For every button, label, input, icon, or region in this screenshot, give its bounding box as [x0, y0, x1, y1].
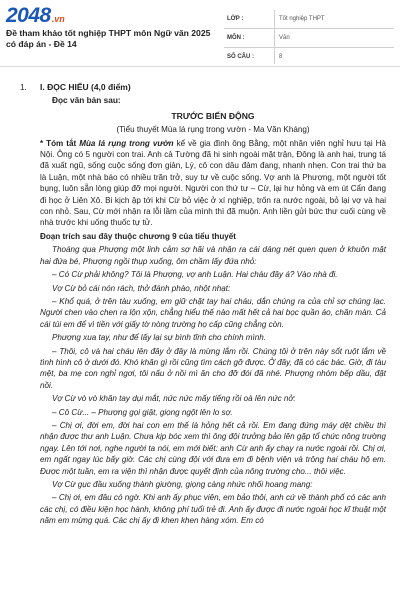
summary-label: * Tóm tắt — [40, 138, 77, 148]
info-value: 8 — [279, 54, 283, 60]
info-row-subject — [224, 29, 394, 48]
excerpt-heading: Đoạn trích sau đây thuộc chương 9 của tiểu thuyết — [40, 231, 237, 241]
info-value: Tốt nghiệp THPT — [279, 16, 325, 22]
info-label: MÔN : — [227, 35, 245, 41]
info-label: SỐ CÂU : — [227, 54, 254, 60]
info-value: Văn — [279, 35, 290, 41]
header — [0, 0, 400, 66]
info-row-class — [224, 10, 394, 29]
excerpt-paragraph: Vợ Cừ gục đầu xuống thành giường, giọng càng nhức nhối hoang mang: — [52, 480, 313, 489]
summary-work-title: Mùa lá rụng trong vườn — [79, 138, 174, 148]
excerpt-paragraph: Vợ Cừ bỏ cái nón rách, thở đánh phào, nhột nhạt: — [52, 283, 231, 293]
document-title: Đề tham khảo tốt nghiệp THPT môn Ngữ văn 2025 có đáp án - Đề 14 — [6, 28, 211, 49]
site-logo[interactable] — [6, 4, 65, 26]
excerpt-paragraph: – Thôi, cô và hai cháu lên đây ở đây là mừng lắm rồi. Chúng tôi ở trên này sốt ruột lắm về tình hình cô ở dưới đó. Khó khăn gì rồi cũng tìm cách gỡ được. Ở đây, đã có các bác. Giờ, đi tàu mệt, ba mẹ con nghỉ ngơi, tôi nấu ở nồi mì ăn cho đỡ đói đã nhé. Phượng nhóm bếp dầu, đặt nồi. — [40, 346, 386, 390]
excerpt-paragraph: Vợ Cừ vò vò khăn tay dụi mắt, nức nức mấy tiếng rồi oà lên nức nở: — [52, 394, 296, 404]
info-row-question-count — [224, 48, 394, 67]
read-prompt: Đọc văn bản sau: — [52, 95, 121, 106]
question-content — [40, 78, 386, 529]
excerpt-paragraph: – Khổ quá, ở trên tàu xuống, em giữ chặt tay hai cháu, dắn chúng ra của chỉ sợ chúng lạc. Người chen vào chen ra lộn xộn, chẳng hiểu thế nào mất hết cả hai bọc quần áo, chăn màn. Cả cái túi em để vì tiền với giấy tờ nòng trường họ cấp cũng chẳng còn. — [40, 296, 386, 329]
summary-paragraph — [40, 138, 386, 229]
excerpt-paragraph: – Có Cừ phải không? Tôi là Phượng, vợ anh Luận. Hai cháu đây á? Vào nhà đi. — [52, 270, 338, 280]
summary-text: kể về gia đình ông Bằng, một nhân viên nghỉ hưu tại Hà Nội. Ông có 5 người con trai. Anh cả Tường đã hi sinh ngoài mặt trận, Đông là anh hai, trung tá đã xuất ngũ, sống cuộc sống đơn giản, Lý, cô con dâu đảm đang, nhanh nhẹn. Con trai thứ ba là Luận, một nhà báo có nhiều trăn trở, suy tư về cuộc sống. Vợ anh là Phượng, một người tốt bụng, luôn sẵn lòng giúp đỡ mọi người. Người con thứ tư – Cừ, lại hư hỏng và em út Cẩn đang đi học ở Liên Xô. Bi kịch ập tới khi Cừ bỏ việc ở xí nghiệp, trốn ra nước ngoài, bỏ lại vợ và hai con nhỏ. Sau, Cừ mới nhận ra lỗi lầm của mình thì đã muộn. Anh liền gửi bức thư cuối cùng về nhà trước khi uống thuốc tự tử. — [40, 138, 387, 228]
excerpt-paragraph: – Cô Cừ... – Phượng gọi giật, giọng ngột lên lo sợ. — [52, 407, 233, 417]
question-number: 1. — [20, 83, 27, 92]
story-source: (Tiểu thuyết Mùa lá rụng trong vườn - Ma Văn Kháng) — [116, 125, 310, 135]
info-label: LỚP : — [227, 16, 244, 22]
story-title: TRƯỚC BIẾN ĐỘNG — [171, 110, 255, 121]
excerpt-paragraph: Thoáng qua Phượng một linh cảm sợ hãi và nhận ra cái dáng nét quen quen ở khuôn mặt hai đứa bé, Phượng ngồi thụp xuống, ôm chầm lấy đứa nhỏ: — [40, 245, 386, 266]
info-table — [224, 10, 394, 67]
excerpt-paragraph: – Chị ơi, em đâu có ngờ. Khi anh ấy phục viên, em bảo thôi, anh cứ về thành phố có các anh các chị, có điều kiện học hành, không phí tuổi trẻ đi. Anh ấy được đi nước ngoài học kĩ thuật một năm em mừng quá. Các chị ấy đi khen khen hàng xóm. Em có — [40, 493, 386, 526]
section-heading: I. ĐỌC HIỂU (4,0 điểm) — [40, 82, 131, 92]
logo-sub-text: .vn — [51, 14, 65, 24]
logo-main-text: 2048 — [6, 4, 51, 27]
header-divider — [0, 66, 400, 67]
excerpt-paragraph: – Chị ơi, đời em, đời hai con em thế là hỏng hết cả rồi. Em đang đứng máy dệt chiều thì nhận được thư anh Luận. Chưa kịp bóc xem thì ông đội trưởng bảo lên gặp tổ chức nông trường ngay. Lên tới nơi, nghe người ta nói, em mới biết: anh Cừ anh ấy chạy ra nước ngoài rồi. Chị ơi, em ngất ngay lúc bấy giờ. Các chị cùng đội với đưa em đi bệnh viện và trông hai cháu hộ em. Được một tuần, em ra viện thì nhận được quyết định của nông trường cho... thôi việc. — [40, 420, 386, 476]
excerpt-paragraph: Phượng xua tay, như để lấy lại sự bình tĩnh cho chính mình. — [52, 333, 267, 343]
